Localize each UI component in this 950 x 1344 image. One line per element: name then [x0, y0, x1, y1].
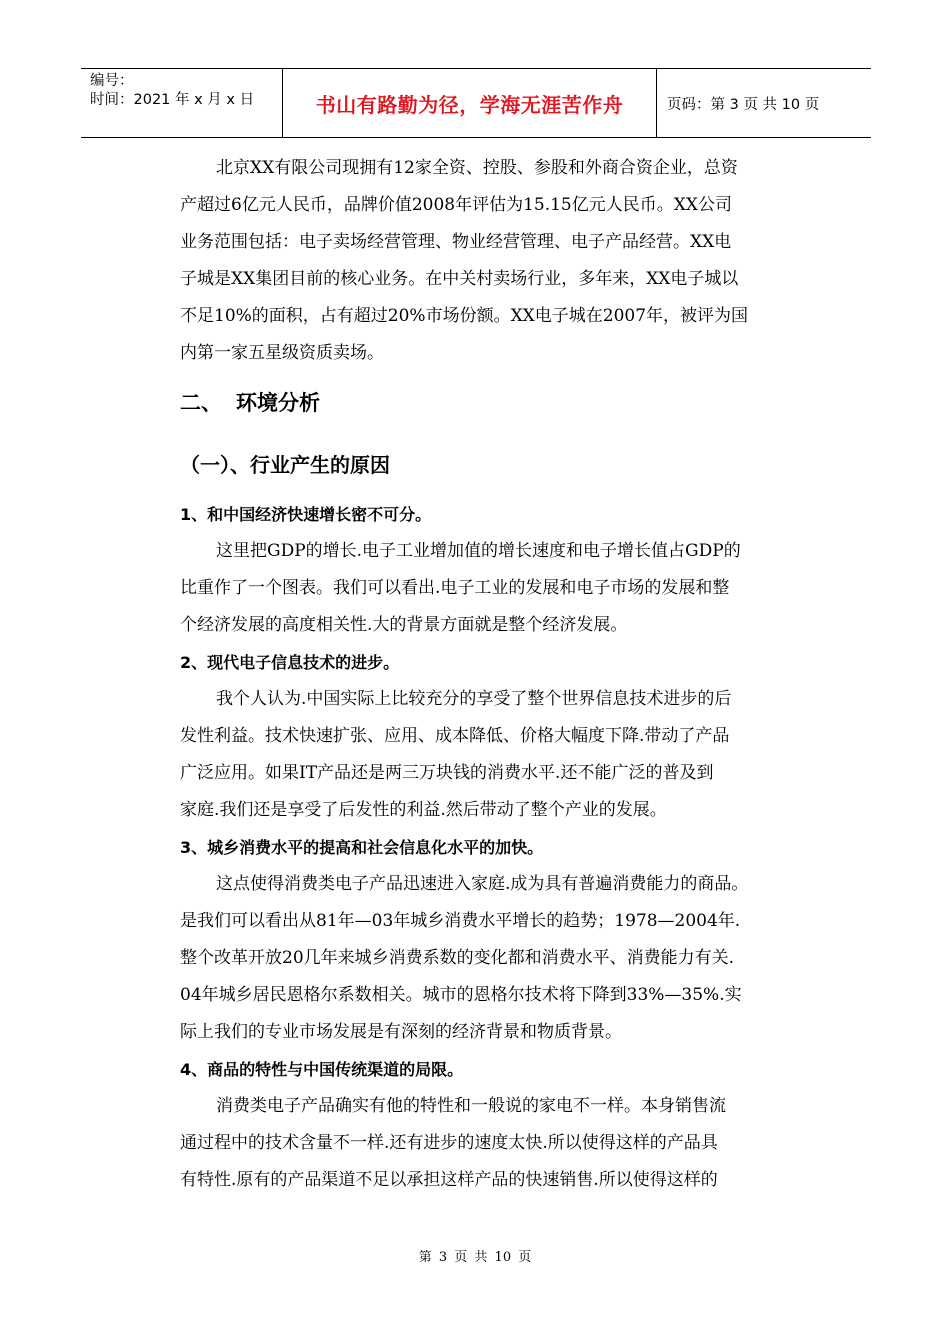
header-motto: 书山有路勤为径，学海无涯苦作舟 [283, 69, 657, 137]
document-body [180, 150, 820, 1199]
paragraph-line: 不足10%的面积，占有超过20%市场份额。XX电子城在2007年，被评为国 [180, 306, 749, 326]
intro-paragraph [0, 150, 820, 372]
section-number: 二、 [180, 391, 222, 415]
paragraph-line: 发性利益。技术快速扩张、应用、成本降低、价格大幅度下降.带动了产品 [180, 726, 730, 746]
subsection-heading: （一）、行业产生的原因 [180, 453, 390, 477]
paragraph-line: 这里把GDP的增长.电子工业增加值的增长速度和电子增长值占GDP的 [216, 541, 741, 561]
page-footer: 第 3 页 共 10 页 [418, 1250, 532, 1265]
paragraph-line: 有特性.原有的产品渠道不足以承担这样产品的快速销售.所以使得这样的 [180, 1170, 718, 1190]
point-heading: 2、现代电子信息技术的进步。 [180, 653, 400, 672]
section-heading [180, 372, 820, 434]
paragraph-line: 北京XX有限公司现拥有12家全资、控股、参股和外商合资企业，总资 [216, 158, 738, 178]
paragraph-line: 04年城乡居民恩格尔系数相关。城市的恩格尔技术将下降到33%—35%.实 [180, 985, 742, 1005]
paragraph-line: 整个改革开放20几年来城乡消费系数的变化都和消费水平、消费能力有关. [180, 948, 735, 968]
paragraph-line: 比重作了一个图表。我们可以看出.电子工业的发展和电子市场的发展和整 [180, 578, 730, 598]
paragraph-line: 家庭.我们还是享受了后发性的利益.然后带动了整个产业的发展。 [180, 800, 667, 820]
section-title: 环境分析 [236, 391, 320, 415]
document-time-label: 时间：2021 年 x 月 x 日 [90, 92, 255, 108]
point-paragraph [180, 681, 820, 829]
paragraph-line: 际上我们的专业市场发展是有深刻的经济背景和物质背景。 [180, 1022, 622, 1042]
paragraph-line: 产超过6亿元人民币，品牌价值2008年评估为15.15亿元人民币。XX公司 [180, 195, 732, 215]
paragraph-line: 内第一家五星级资质卖场。 [180, 343, 384, 363]
paragraph-line: 个经济发展的高度相关性.大的背景方面就是整个经济发展。 [180, 615, 628, 635]
point-paragraph [180, 1088, 820, 1199]
document-number-label: 编号： [90, 73, 134, 89]
point-heading: 4、商品的特性与中国传统渠道的局限。 [180, 1060, 464, 1079]
header-page-info: 页码：第 3 页 共 10 页 [667, 96, 820, 113]
paragraph-line: 这点使得消费类电子产品迅速进入家庭.成为具有普遍消费能力的商品。 [216, 874, 749, 894]
paragraph-line: 我个人认为.中国实际上比较充分的享受了整个世界信息技术进步的后 [216, 689, 732, 709]
paragraph-line: 广泛应用。如果IT产品还是两三万块钱的消费水平.还不能广泛的普及到 [180, 763, 714, 783]
paragraph-line: 子城是XX集团目前的核心业务。在中关村卖场行业，多年来，XX电子城以 [180, 269, 739, 289]
paragraph-line: 通过程中的技术含量不一样.还有进步的速度太快.所以使得这样的产品具 [180, 1133, 718, 1153]
point-heading: 3、城乡消费水平的提高和社会信息化水平的加快。 [180, 838, 544, 857]
paragraph-line: 业务范围包括：电子卖场经营管理、物业经营管理、电子产品经营。XX电 [180, 232, 732, 252]
header-left-cell [81, 69, 283, 137]
paragraph-line: 是我们可以看出从81年—03年城乡消费水平增长的趋势；1978—2004年. [180, 911, 741, 931]
point-heading: 1、和中国经济快速增长密不可分。 [180, 505, 432, 524]
paragraph-line: 消费类电子产品确实有他的特性和一般说的家电不一样。本身销售流 [216, 1096, 726, 1116]
point-paragraph [180, 533, 820, 644]
page-header [81, 68, 871, 138]
point-paragraph [180, 866, 820, 1051]
